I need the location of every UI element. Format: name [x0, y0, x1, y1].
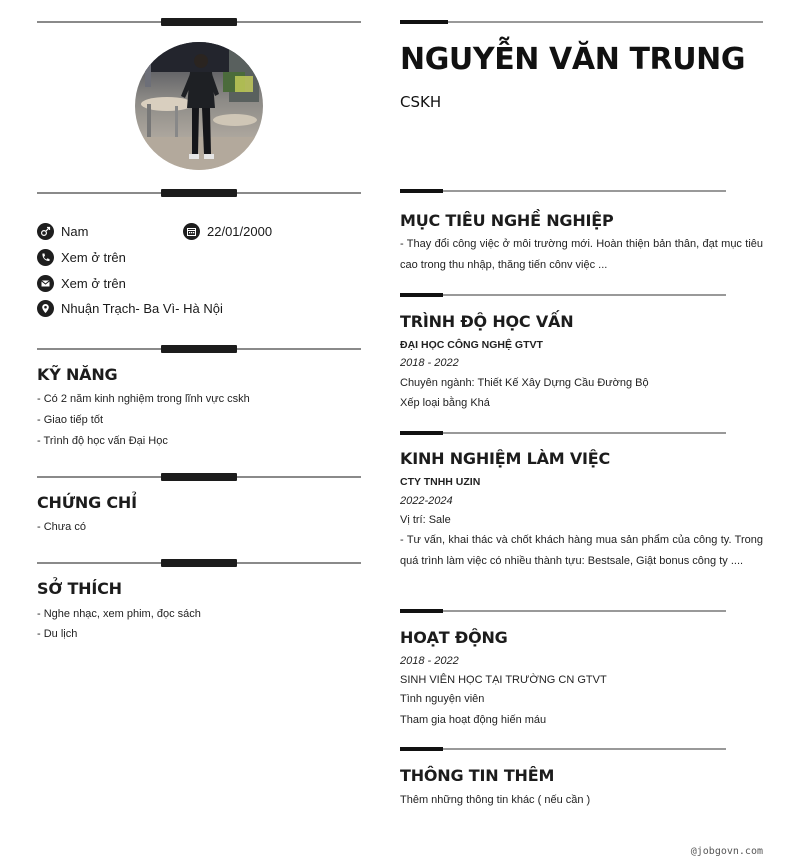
divider-header: [400, 20, 763, 25]
skill-item: - Trình độ học vấn Đại Học: [37, 435, 168, 447]
divider-hobbies: [37, 559, 361, 567]
experience-period: 2022-2024: [400, 495, 453, 507]
avatar: [135, 42, 263, 170]
activities-title: HOẠT ĐỘNG: [400, 628, 508, 647]
dob-row: [183, 223, 272, 240]
job-title: CSKH: [400, 93, 442, 111]
divider-experience: [400, 431, 726, 436]
avatar-photo-icon: [135, 42, 263, 170]
divider-additional: [400, 747, 726, 752]
divider-skills: [37, 345, 361, 353]
education-major: Chuyên ngành: Thiết Kế Xây Dựng Cầu Đường Bộ: [400, 377, 649, 389]
address-value: Nhuận Trạch- Ba Vì- Hà Nội: [61, 301, 223, 316]
dob-value: 22/01/2000: [207, 224, 273, 239]
divider-activities: [400, 609, 726, 614]
experience-title: KINH NGHIỆM LÀM VIỆC: [400, 449, 611, 468]
activities-item: Tình nguyện viên: [400, 693, 485, 705]
objective-title: MỤC TIÊU NGHỀ NGHIỆP: [400, 211, 614, 230]
divider-education: [400, 293, 726, 298]
watermark[interactable]: @jobgovn.com: [690, 846, 763, 857]
education-period: 2018 - 2022: [400, 357, 459, 369]
activities-org: SINH VIÊN HỌC TẠI TRƯỜNG CN GTVT: [400, 674, 607, 686]
email-value: Xem ở trên: [61, 276, 126, 291]
gender-value: Nam: [61, 224, 89, 239]
skill-item: - Có 2 năm kinh nghiệm trong lĩnh vực cskh: [37, 393, 250, 405]
skills-title: KỸ NĂNG: [37, 365, 118, 384]
candidate-name: NGUYỄN VĂN TRUNG: [400, 42, 746, 77]
email-row: [37, 275, 126, 292]
gender-icon: [37, 223, 54, 240]
experience-position: Vị trí: Sale: [400, 514, 451, 526]
education-grade: Xếp loại bằng Khá: [400, 397, 490, 409]
activities-period: 2018 - 2022: [400, 655, 459, 667]
address-row: [37, 300, 223, 317]
education-school: ĐẠI HỌC CÔNG NGHỆ GTVT: [400, 339, 543, 351]
hobby-item: - Du lịch: [37, 628, 78, 640]
phone-icon: [37, 249, 54, 266]
hobby-item: - Nghe nhạc, xem phim, đọc sách: [37, 608, 201, 620]
hobbies-title: SỞ THÍCH: [37, 579, 122, 598]
additional-text: Thêm những thông tin khác ( nếu cần ): [400, 794, 591, 806]
additional-title: THÔNG TIN THÊM: [400, 766, 555, 785]
education-title: TRÌNH ĐỘ HỌC VẤN: [400, 312, 574, 331]
divider-certificates: [37, 473, 361, 481]
objective-text: - Thay đổi công việc ở môi trường mới. Hoàn thiện bản thân, đạt mục tiêu cao trong thu nhập, thăng tiến cônv việc ...: [400, 238, 763, 271]
phone-row: [37, 249, 126, 266]
divider-profile: [37, 189, 361, 197]
location-pin-icon: [37, 300, 54, 317]
gender-row: [37, 223, 88, 240]
divider-top: [37, 18, 361, 26]
skill-item: - Giao tiếp tốt: [37, 414, 104, 426]
certificate-item: - Chưa có: [37, 521, 86, 533]
certificates-title: CHỨNG CHỈ: [37, 493, 137, 512]
experience-company: CTY TNHH UZIN: [400, 476, 481, 488]
calendar-icon: [183, 223, 200, 240]
phone-value: Xem ở trên: [61, 250, 126, 265]
activities-item: Tham gia hoạt động hiến máu: [400, 714, 547, 726]
divider-objective: [400, 189, 726, 194]
email-icon: [37, 275, 54, 292]
experience-description: - Tư vấn, khai thác và chốt khách hàng mua sản phẩm của công ty. Trong quá trình làm việc có nhiều thành tựu: Bestsale, Giật bonus công ty ....: [400, 534, 763, 567]
